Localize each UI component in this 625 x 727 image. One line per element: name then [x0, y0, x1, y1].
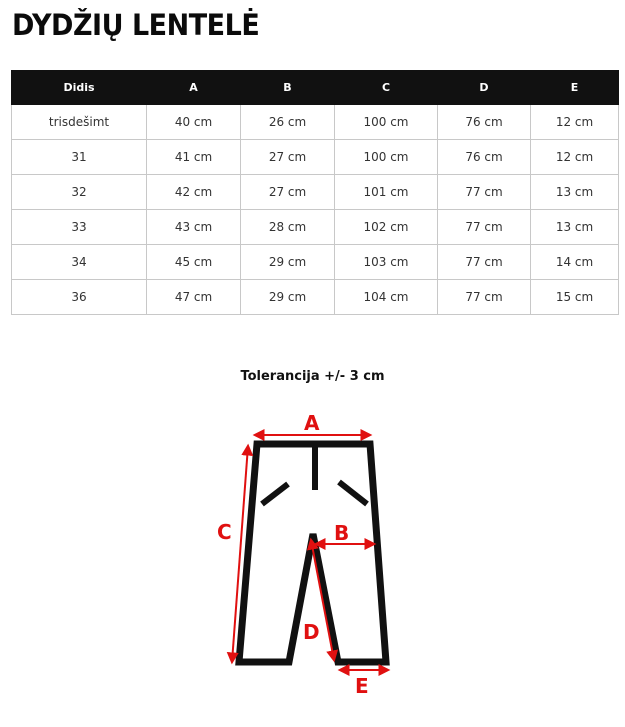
table-cell: 41 cm: [147, 140, 241, 175]
table-cell: 45 cm: [147, 245, 241, 280]
table-cell: 102 cm: [335, 210, 438, 245]
table-cell: 40 cm: [147, 105, 241, 140]
table-cell: 77 cm: [438, 210, 531, 245]
table-cell: 77 cm: [438, 245, 531, 280]
table-cell: 29 cm: [241, 245, 335, 280]
table-cell: 34: [12, 245, 147, 280]
header-a: A: [147, 71, 241, 105]
header-c: C: [335, 71, 438, 105]
table-cell: 14 cm: [531, 245, 619, 280]
table-cell: 28 cm: [241, 210, 335, 245]
table-cell: 76 cm: [438, 140, 531, 175]
table-cell: 33: [12, 210, 147, 245]
header-d: D: [438, 71, 531, 105]
table-cell: 42 cm: [147, 175, 241, 210]
table-cell: 77 cm: [438, 175, 531, 210]
table-cell: 27 cm: [241, 140, 335, 175]
header-b: B: [241, 71, 335, 105]
label-c: C: [217, 520, 232, 544]
label-a: A: [304, 411, 320, 435]
table-cell: 76 cm: [438, 105, 531, 140]
table-cell: 100 cm: [335, 105, 438, 140]
table-cell: trisdešimt: [12, 105, 147, 140]
table-cell: 36: [12, 280, 147, 315]
table-cell: 27 cm: [241, 175, 335, 210]
table-cell: 47 cm: [147, 280, 241, 315]
table-cell: 15 cm: [531, 280, 619, 315]
measure-e: [340, 670, 388, 698]
label-d: D: [303, 620, 320, 644]
measure-a: [255, 411, 370, 435]
label-b: B: [334, 521, 350, 545]
table-cell: 31: [12, 140, 147, 175]
table-cell: 32: [12, 175, 147, 210]
table-cell: 43 cm: [147, 210, 241, 245]
table-cell: 12 cm: [531, 140, 619, 175]
measure-b: [316, 521, 374, 545]
header-e: E: [531, 71, 619, 105]
page-title: DYDŽIŲ LENTELĖ: [12, 8, 260, 42]
table-cell: 103 cm: [335, 245, 438, 280]
table-cell: 29 cm: [241, 280, 335, 315]
table-cell: 13 cm: [531, 175, 619, 210]
table-cell: 26 cm: [241, 105, 335, 140]
label-e: E: [355, 674, 369, 698]
table-cell: 13 cm: [531, 210, 619, 245]
tolerance-note: Tolerancija +/- 3 cm: [240, 369, 385, 384]
table-cell: 104 cm: [335, 280, 438, 315]
table-cell: 12 cm: [531, 105, 619, 140]
table-cell: 77 cm: [438, 280, 531, 315]
table-cell: 100 cm: [335, 140, 438, 175]
table-cell: 101 cm: [335, 175, 438, 210]
header-size: Didis: [12, 71, 147, 105]
